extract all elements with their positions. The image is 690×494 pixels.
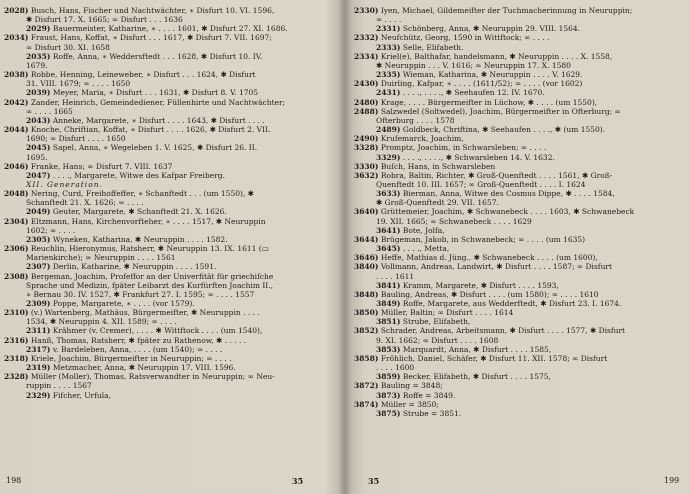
entry-number: 2311) bbox=[26, 326, 51, 336]
entry-number: 3852) bbox=[354, 326, 379, 336]
entry-text: Schönberg, Anna, ✱ Neuruppin 29. VIII. 1564. bbox=[402, 24, 581, 34]
entry-text: Sprache und Medizin, fpäter Leibarzt des Kurfürften Joachim II., bbox=[26, 280, 274, 290]
genealogy-entry-line bbox=[354, 134, 688, 143]
entry-text: Robra, Baltin, Richter, ✱ Groß-Quenftedt . . . . 1561, ✱ Groß- bbox=[380, 170, 613, 180]
entry-number: 3330) bbox=[354, 161, 379, 171]
entry-number: 2331) bbox=[376, 24, 401, 34]
entry-text: Promptz, Joachim, in Schwarsleben; ∞ . . . . bbox=[380, 143, 547, 153]
entry-number: 3328) bbox=[354, 143, 379, 153]
entry-text: Krähmer (v. Cremer), . . . . ✱ Wittftock . . . . (um 1540), bbox=[52, 326, 263, 336]
genealogy-entry-line bbox=[354, 281, 688, 290]
entry-number: 2305) bbox=[26, 234, 51, 244]
genealogy-entry-line bbox=[354, 226, 688, 235]
entry-number: 2309) bbox=[26, 299, 51, 308]
entry-text: Reuchlin, Hieronymus, Ratsherr, ✱ Neuruppin 13. IX. 1611 (▭ bbox=[30, 244, 269, 254]
entry-text: Bauling = 3848; bbox=[380, 381, 443, 391]
entry-text: Strube = 3851. bbox=[402, 408, 462, 418]
genealogy-entry-line bbox=[4, 15, 334, 24]
entry-number: 2307) bbox=[26, 262, 51, 272]
entry-number: 2048) bbox=[4, 189, 29, 199]
genealogy-entry-line bbox=[4, 70, 334, 79]
genealogy-entry-line bbox=[4, 391, 334, 400]
genealogy-entry-line bbox=[354, 116, 688, 125]
entry-number: 2029) bbox=[26, 24, 51, 34]
entry-text: ∞ . . . . 1665 bbox=[26, 106, 73, 116]
entry-text: . . . ., . . . ., ✱ Seehaufen 12. IV. 1670. bbox=[402, 88, 545, 98]
genealogy-entry-line bbox=[354, 6, 688, 15]
genealogy-entry-line bbox=[4, 134, 334, 143]
entry-text: Metzmacher, Anna, ✱ Neuruppin 17. VIII. 1596. bbox=[52, 363, 236, 373]
genealogy-entry-line bbox=[4, 272, 334, 281]
entry-text: Grüttemeier, Joachim, ✱ Schwanebeck . . . . 1603, ✱ Schwanebeck bbox=[380, 207, 635, 217]
entry-text: . . . . 1611 bbox=[376, 271, 415, 281]
genealogy-entry-line bbox=[354, 61, 688, 70]
entry-text: Fraust, Hans, Koffat, ∗ Disfurt . . . 1617, ✱ Disfurt 7. VII. 1697; bbox=[30, 33, 272, 43]
right-page bbox=[354, 6, 688, 488]
entry-text: Roffe, Anna, ∗ Weddersftedt . . . 1628, ✱ Disfurt 10. IV. bbox=[52, 51, 263, 61]
entry-text: Krage, . . . . Bürgermeifter in Lüchow, ✱ . . . . (um 1550), bbox=[380, 97, 598, 107]
entry-text: ∗ Bernau 30. IV. 1527, ✱ Frankfurt 27. I. 1595; ∞ . . . . 1557 bbox=[26, 289, 255, 299]
entry-text: Meyer, Maria, ∗ Disfurt . . . 1631, ✱ Disfurt 8. V. 1705 bbox=[52, 88, 259, 98]
genealogy-entry-line bbox=[354, 171, 688, 180]
left-page bbox=[4, 6, 334, 488]
genealogy-entry-line bbox=[4, 43, 334, 52]
genealogy-entry-line bbox=[354, 244, 688, 253]
entry-text: Wyneken, Katharina, ✱ Neuruppin . . . . 1582. bbox=[52, 234, 228, 244]
entry-text: Poppe, Margarete, ∗ . . . . (vor 1579). bbox=[52, 299, 195, 308]
entry-text: Vollmann, Andreas, Landwirt, ✱ Disfurt . . . . 1587; ∞ Disfurt bbox=[380, 262, 612, 272]
genealogy-entry-line bbox=[4, 226, 334, 235]
entry-text: . . . ., . . . ., ✱ Schwarsleben 14. V. 1632. bbox=[402, 152, 555, 162]
entry-number: 3849) bbox=[376, 299, 401, 308]
entry-text: Müller = 3850; bbox=[380, 399, 439, 409]
entry-number: 2334) bbox=[354, 51, 379, 61]
entry-number: 2489) bbox=[376, 125, 401, 135]
genealogy-entry-line bbox=[4, 290, 334, 299]
genealogy-entry-line bbox=[4, 24, 334, 33]
left-page-number: 198 bbox=[6, 476, 22, 485]
genealogy-entry-line bbox=[354, 253, 688, 262]
entry-text: Schrader, Andreas, Arbeitsmann, ✱ Disfurt . . . . 1577, ✱ Disfurt bbox=[380, 326, 626, 336]
entry-text: Kriele, Joachim, Bürgermeifter in Neuruppin; ∞ . . . . bbox=[30, 353, 232, 363]
entry-text: ruppin . . . . 1567 bbox=[26, 381, 92, 391]
right-page-number: 199 bbox=[664, 476, 680, 485]
book-gutter bbox=[338, 0, 352, 494]
entry-number: 2043) bbox=[26, 115, 51, 125]
entry-number: 2310) bbox=[4, 308, 29, 318]
entry-text: Fröhlich, Daniel, Schäfer, ✱ Disfurt 11. XII. 1578; ∞ Disfurt bbox=[380, 353, 608, 363]
genealogy-entry-line bbox=[354, 143, 688, 152]
entry-number: 2045) bbox=[26, 143, 51, 153]
entry-text: Heffe, Mathias d. Jüng., ✱ Schwanebeck . . . . (um 1600), bbox=[380, 253, 598, 263]
genealogy-entry-line bbox=[354, 180, 688, 189]
genealogy-entry-line bbox=[4, 189, 334, 198]
genealogy-entry-line bbox=[4, 171, 334, 180]
genealogy-entry-line bbox=[354, 162, 688, 171]
entry-text: Salzwedel (Soltwedel), Joachim, Bürgermeifter in Ofterburg; ∞ bbox=[380, 106, 621, 116]
genealogy-entry-line bbox=[354, 299, 688, 308]
entry-text: Knoche, Chriftian, Koffat, ∗ Disfurt . . . . 1626, ✱ Disfurt 2. VII. bbox=[30, 125, 271, 135]
genealogy-entry-line bbox=[4, 253, 334, 262]
entry-text: . . . ., Metta, bbox=[402, 244, 450, 254]
entry-text: XII. Generation. bbox=[26, 179, 103, 189]
genealogy-entry-line bbox=[354, 107, 688, 116]
entry-text: 1690; ∞ Disfurt . . . . 1650 bbox=[26, 134, 126, 144]
entry-text: Quenftedt 10. III. 1657; ∞ Groß-Quenftedt . . . . I. 1624 bbox=[376, 179, 586, 189]
genealogy-entry-line bbox=[354, 290, 688, 299]
genealogy-entry-line bbox=[354, 345, 688, 354]
entry-text: Bote, Jolfa, bbox=[402, 225, 445, 235]
entry-text: . . . . 1600 bbox=[376, 363, 415, 373]
entry-text: Goldbeck, Chriftina, ✱ Seehaufen . . . ., ✱ (um 1550). bbox=[402, 125, 606, 135]
entry-number: 3840) bbox=[354, 262, 379, 272]
genealogy-entry-line bbox=[4, 107, 334, 116]
entry-number: 3875) bbox=[376, 408, 401, 418]
genealogy-entry-line bbox=[4, 207, 334, 216]
entry-number: 3645) bbox=[376, 244, 401, 254]
entry-number: 2488) bbox=[354, 106, 379, 116]
entry-text: Roffe, Margarete, aus Wedderftedt, ✱ Disfurt 23. I. 1674. bbox=[402, 299, 622, 308]
entry-number: 3633) bbox=[376, 189, 401, 199]
genealogy-entry-line bbox=[4, 98, 334, 107]
genealogy-entry-line bbox=[354, 217, 688, 226]
entry-text: Fifcher, Urfula, bbox=[52, 390, 111, 400]
entry-text: Müller (Moller), Thomas, Ratsverwandter in Neuruppin; ∞ Neu- bbox=[30, 372, 275, 382]
genealogy-entry-line bbox=[4, 198, 334, 207]
entry-text: (v.) Wartenberg, Mathäus, Bürgermeifter, ✱ Neuruppin . . . . bbox=[30, 308, 260, 318]
entry-number: 2317) bbox=[26, 344, 51, 354]
entry-text: Nering, Curd, Freihoffeffer, ∗ Schanftedt . . . (um 1550), ✱ bbox=[30, 189, 254, 199]
genealogy-entry-line bbox=[354, 326, 688, 335]
genealogy-entry-line bbox=[354, 409, 688, 418]
entry-text: Robbe, Henning, Leineweber, ∗ Disfurt . . . 1624, ✱ Disfurt bbox=[30, 70, 256, 80]
genealogy-entry-line bbox=[354, 272, 688, 281]
genealogy-entry-line bbox=[4, 244, 334, 253]
genealogy-entry-line bbox=[4, 217, 334, 226]
entry-text: ∞ . . . . bbox=[376, 15, 402, 25]
genealogy-entry-line bbox=[354, 189, 688, 198]
entry-number: 2044) bbox=[4, 125, 29, 135]
genealogy-entry-line bbox=[354, 43, 688, 52]
entry-text: Strube, Elifabeth, bbox=[402, 317, 471, 327]
entry-number: 3851) bbox=[376, 317, 401, 327]
genealogy-entry-line bbox=[4, 299, 334, 308]
genealogy-entry-line bbox=[4, 52, 334, 61]
entry-text: Bergeman, Joachim, Profeffor an der Univerfität für griechifche bbox=[30, 271, 274, 281]
genealogy-entry-line bbox=[354, 381, 688, 390]
genealogy-entry-line bbox=[4, 116, 334, 125]
entry-number: 2328) bbox=[4, 372, 29, 382]
generation-heading bbox=[4, 180, 334, 189]
entry-text: Iyen, Michael, Gildemeifter der Tuchmacherinnung in Neuruppin; bbox=[380, 6, 633, 15]
genealogy-entry-line bbox=[4, 162, 334, 171]
entry-text: Bauling, Andreas, ✱ Disfurt . . . . (um 1580); ∞ . . . . 1610 bbox=[380, 289, 599, 299]
entry-text: Brügeman, Jakob, in Schwanebeck; ∞ . . . . (um 1635) bbox=[380, 234, 586, 244]
genealogy-entry-line bbox=[4, 363, 334, 372]
entry-number: 2431) bbox=[376, 88, 401, 98]
entry-text: Kramm, Margarete, ✱ Disfurt . . . . 1593, bbox=[402, 280, 559, 290]
entry-number: 2039) bbox=[26, 88, 51, 98]
entry-number: 2306) bbox=[4, 244, 29, 254]
entry-text: Eltzmann, Hans, Kirchenvorfteher, ∗ . . . . 1517, ✱ Neuruppin bbox=[30, 216, 266, 226]
entry-number: 3872) bbox=[354, 381, 379, 391]
entry-text: Franke, Hans; ∞ Disfurt 7. VIII. 1637 bbox=[30, 161, 173, 171]
genealogy-entry-line bbox=[354, 372, 688, 381]
entry-number: 2329) bbox=[26, 390, 51, 400]
entry-number: 2046) bbox=[4, 161, 29, 171]
entry-number: 2319) bbox=[26, 363, 51, 373]
genealogy-entry-line bbox=[4, 372, 334, 381]
entry-number: 3853) bbox=[376, 344, 401, 354]
genealogy-entry-line bbox=[354, 52, 688, 61]
genealogy-entry-line bbox=[354, 363, 688, 372]
genealogy-entry-line bbox=[354, 33, 688, 42]
entry-number: 2318) bbox=[4, 353, 29, 363]
entry-text: Schanftedt 21. X. 1626; ∞ . . . . bbox=[26, 198, 144, 208]
genealogy-entry-line bbox=[4, 79, 334, 88]
entry-text: Geuter, Margarete, ✱ Schanftedt 21. X. 1626. bbox=[52, 207, 227, 217]
entry-number: 2035) bbox=[26, 51, 51, 61]
genealogy-entry-line bbox=[4, 88, 334, 97]
entry-number: 2330) bbox=[354, 6, 379, 15]
entry-text: Ofterburg . . . . 1578 bbox=[376, 115, 455, 125]
entry-number: 2034) bbox=[4, 33, 29, 43]
genealogy-entry-line bbox=[354, 98, 688, 107]
genealogy-entry-line bbox=[4, 326, 334, 335]
entry-text: Busch, Hans, Fischer und Nachtwächter, ∗ Disfurt 10. VI. 1596, bbox=[30, 6, 275, 15]
entry-number: 2490) bbox=[354, 134, 379, 144]
genealogy-entry-line bbox=[4, 345, 334, 354]
genealogy-entry-line bbox=[4, 336, 334, 345]
entry-number: 2480) bbox=[354, 97, 379, 107]
genealogy-entry-line bbox=[354, 15, 688, 24]
entry-text: 1679. bbox=[26, 60, 48, 70]
genealogy-entry-line bbox=[4, 61, 334, 70]
entry-text: Bierman, Anna, Witwe des Cosmus Dippe, ✱ . . . . 1584, bbox=[402, 189, 615, 199]
entry-text: Derlin, Katharine, ✱ Neuruppin . . . . 1591. bbox=[52, 262, 217, 272]
entry-text: Kriel(e), Balthafar, handelsmann, ✱ Neuruppin . . . . X. 1558, bbox=[380, 51, 613, 61]
genealogy-entry-line bbox=[354, 153, 688, 162]
entry-text: Roffe = 3849. bbox=[402, 390, 456, 400]
entry-number: 2430) bbox=[354, 79, 379, 89]
genealogy-entry-line bbox=[4, 354, 334, 363]
genealogy-entry-line bbox=[354, 125, 688, 134]
genealogy-entry-line bbox=[4, 262, 334, 271]
genealogy-entry-line bbox=[4, 381, 334, 390]
entry-number: 3874) bbox=[354, 399, 379, 409]
genealogy-entry-line bbox=[4, 317, 334, 326]
entry-text: 31. VIII. 1679; ∞ . . . . 1650 bbox=[26, 79, 131, 89]
genealogy-entry-line bbox=[354, 198, 688, 207]
entry-number: 3329) bbox=[376, 152, 401, 162]
genealogy-entry-line bbox=[354, 317, 688, 326]
genealogy-entry-line bbox=[4, 153, 334, 162]
entry-number: 2308) bbox=[4, 271, 29, 281]
genealogy-entry-line bbox=[354, 400, 688, 409]
entry-text: Becker, Elifabeth, ✱ Disfurt . . . . 1575, bbox=[402, 372, 551, 382]
entry-text: 19. XII. 1665; ∞ Schwanebeck . . . . 1629 bbox=[376, 216, 532, 226]
entry-number: 3641) bbox=[376, 225, 401, 235]
genealogy-entry-line bbox=[354, 391, 688, 400]
genealogy-entry-line bbox=[354, 207, 688, 216]
entry-number: 3646) bbox=[354, 253, 379, 263]
entry-number: 3841) bbox=[376, 280, 401, 290]
entry-text: 1602; ∞ . . . . bbox=[26, 225, 76, 235]
entry-text: Marienkirche); ∞ Neuruppin . . . . 1561 bbox=[26, 253, 176, 263]
entry-text: Sapel, Anna, ∗ Wegeleben 1. V. 1625, ✱ Disfurt 26. II. bbox=[52, 143, 258, 153]
entry-number: 3859) bbox=[376, 372, 401, 382]
entry-number: 3858) bbox=[354, 353, 379, 363]
entry-number: 3873) bbox=[376, 390, 401, 400]
entry-number: 2047) bbox=[26, 170, 51, 180]
genealogy-entry-line bbox=[354, 88, 688, 97]
entry-text: ✱ Neuruppin . . . V. 1616; ∞ Neuruppin 17. X. 1580 bbox=[376, 60, 571, 70]
genealogy-entry-line bbox=[354, 262, 688, 271]
entry-text: Krufemarck, Joachim, bbox=[380, 134, 464, 144]
entry-number: 2038) bbox=[4, 70, 29, 80]
left-signature-mark: 35 bbox=[292, 476, 304, 486]
genealogy-entry-line bbox=[354, 70, 688, 79]
entry-text: Bauermeister, Katharine, ∗ . . . . 1601, ✱ Disfurt 27. XI. 1686. bbox=[52, 24, 288, 34]
genealogy-entry-line bbox=[4, 281, 334, 290]
genealogy-entry-line bbox=[4, 125, 334, 134]
entry-text: Neufchütz, Georg, 1590 in Wittftock; ∞ . . . . bbox=[380, 33, 550, 43]
genealogy-entry-line bbox=[4, 33, 334, 42]
genealogy-entry-line bbox=[354, 336, 688, 345]
genealogy-entry-line bbox=[4, 235, 334, 244]
entry-number: 3848) bbox=[354, 289, 379, 299]
entry-number: 2304) bbox=[4, 216, 29, 226]
entry-text: 1534, ✱ Neuruppin 4. XII. 1589; ∞ . . . . bbox=[26, 317, 177, 327]
entry-text: ✱ Groß-Quenftedt 29. VII. 1657. bbox=[376, 198, 499, 208]
entry-number: 2028) bbox=[4, 6, 29, 15]
entry-text: Anneke, Margarete, ∗ Disfurt . . . . 1643, ✱ Disfurt . . . . bbox=[52, 115, 265, 125]
entry-number: 3850) bbox=[354, 308, 379, 318]
right-signature-mark: 35 bbox=[368, 476, 380, 486]
genealogy-entry-line bbox=[354, 235, 688, 244]
entry-text: Selle, Elifabeth. bbox=[402, 42, 464, 52]
entry-text: Zander, Heinrich, Gemeindediener, Füllenhirte und Nachtwächter; bbox=[30, 97, 286, 107]
entry-number: 3632) bbox=[354, 170, 379, 180]
entry-text: 1695. bbox=[26, 152, 48, 162]
entry-text: Wieman, Katharina, ✱ Neuruppin . . . . V. 1629. bbox=[402, 70, 583, 80]
entry-text: Buſch, Hans, in Schwarsleben bbox=[380, 161, 496, 171]
entry-text: v. Bardeleben, Anna, . . . . (um 1540); ∞ . . . . bbox=[52, 344, 223, 354]
entry-number: 2049) bbox=[26, 207, 51, 217]
entry-text: Hanß, Thomas, Ratsherr, ✱ fpäter zu Rathenow, ✱ . . . . . bbox=[30, 335, 247, 345]
genealogy-entry-line bbox=[354, 354, 688, 363]
entry-number: 2316) bbox=[4, 335, 29, 345]
genealogy-entry-line bbox=[354, 308, 688, 317]
entry-text: Müller, Baltin; ∞ Disfurt . . . . 1614 bbox=[380, 308, 514, 318]
entry-number: 2335) bbox=[376, 70, 401, 80]
entry-text: . . . ., Margarete, Witwe des Kafpar Freiberg. bbox=[52, 170, 225, 180]
entry-text: Duirling, Kafpar, ∗ . . . . (1611/52); ∞ . . . . (vor 1602) bbox=[380, 79, 583, 89]
genealogy-entry-line bbox=[4, 143, 334, 152]
entry-number: 3644) bbox=[354, 234, 379, 244]
entry-number: 2332) bbox=[354, 33, 379, 43]
entry-text: ✱ Disfurt 17. X. 1665; ∞ Disfurt . . . 1636 bbox=[26, 15, 183, 25]
entry-text: ∞ Disfurt 30. XI. 1658 bbox=[26, 42, 110, 52]
entry-text: 9. XI. 1662; ∞ Disfurt . . . . 1608 bbox=[376, 335, 499, 345]
genealogy-entry-line bbox=[354, 79, 688, 88]
entry-text: Marquardt, Anna, ✱ Disfurt . . . . 1585, bbox=[402, 344, 552, 354]
entry-number: 2042) bbox=[4, 97, 29, 107]
entry-number: 3640) bbox=[354, 207, 379, 217]
genealogy-entry-line bbox=[4, 308, 334, 317]
genealogy-entry-line bbox=[354, 24, 688, 33]
genealogy-entry-line bbox=[4, 6, 334, 15]
entry-number: 2333) bbox=[376, 42, 401, 52]
